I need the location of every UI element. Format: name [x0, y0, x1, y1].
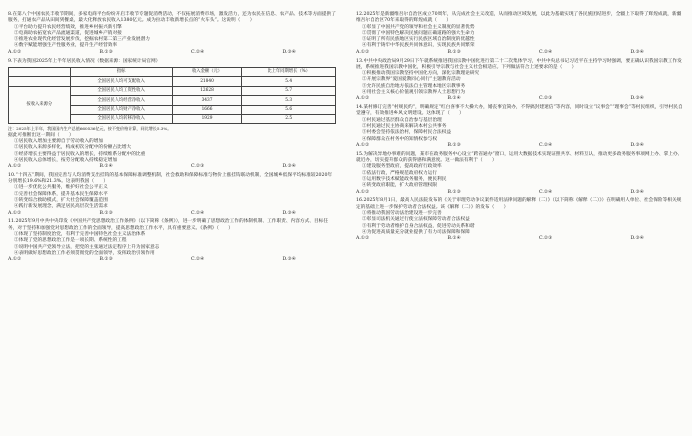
answer-choices [356, 96, 684, 102]
option-1: ①彰显了中国共产党的领导和社会主义制度的显著优势 [362, 24, 475, 30]
choice-b: B.①③ [99, 257, 113, 263]
question-number: 9. [8, 58, 13, 64]
option-1: ①将推动我国劳动法治建设进一步完善 [362, 210, 442, 216]
table-cell: 21840 [172, 77, 242, 86]
choice-a: A.①② [356, 142, 370, 148]
option-1: ①建设服务型政府，提高政府行政效率 [362, 164, 442, 170]
choice-d: D.③④ [282, 49, 296, 55]
option-3: ③推进农业现代化经营发展步伐，挖掘农村第二第三产业发展潜力 [14, 37, 150, 43]
answer-choices [8, 211, 336, 217]
choice-b: B.①③ [447, 189, 461, 195]
option-1: ①进一步优化公共服务，维护好社会公平正义 [14, 185, 108, 191]
table-cell: 全国居民人均转移净收入 [70, 114, 172, 123]
option-2: ②完善社会保障体系，提升基本民生保障水平 [14, 191, 108, 197]
option-2: ②依法行政，严格规范政府权力运行 [362, 170, 438, 176]
option-2: ②居民收入来源多样化，构成初次分配中的份额占比增大 [14, 145, 132, 151]
option-2: ②村民通过民主协商来解决本村公共事务 [362, 124, 447, 130]
question-number: 15. [356, 151, 364, 157]
option-4: ④为促进高质量充分就业提供了有力司法保障和保障 [362, 229, 470, 235]
table-row [9, 77, 336, 86]
option-2: ②彰显司法机关通过行使立法权保障劳动者合法权益 [362, 217, 470, 223]
table-header: 收入金额（元） [172, 67, 242, 76]
option-1: ①体现了坚持制度治党，有利于完善中国特色社会主义法治体系 [14, 232, 146, 238]
option-1: ①平台助力提升农民经营绩效，推进乡村振兴新引擎 [14, 24, 122, 30]
choice-b: B.①③ [447, 142, 461, 148]
option-3: ③允许民族自治地方依法自主管理本地区宗教事务 [362, 83, 466, 89]
answer-choices [356, 143, 684, 149]
choice-b: B.①④ [447, 96, 461, 102]
question-stem: “十四五”期间，我国完善与人均消费支出挂钩的基本保障标准调整机制，社会救助和保障标准与物价上涨挂钩联动机制，全国城乡低保平均标准较2020年分别增长19.6%和21.3%。这表明我国（ ） [8, 172, 333, 185]
choice-d: D.③④ [630, 189, 644, 195]
answer-choices [356, 50, 684, 56]
question-15 [356, 152, 684, 196]
option-4: ④表明做好思想政治工作必须贯彻党的全面领导，发挥政治引领作用 [14, 250, 155, 256]
choice-d: D.③④ [282, 164, 296, 170]
table-cell: 12628 [172, 86, 242, 95]
question-11 [8, 219, 336, 263]
choice-c: C.②③ [190, 164, 205, 170]
choice-b: B.①④ [99, 164, 113, 170]
question-stem: 2025年是新疆维吾尔自治区成立70周年，从完成社会主义改造，从而推动区域发展，以此为基础实现了各民族团结进步，全疆上下取得了辉煌成就，新疆维吾尔自治区70年来取得的辉煌成就（ ） [356, 12, 682, 24]
choice-c: C.②④ [190, 257, 205, 263]
income-table [8, 67, 336, 124]
question-10 [8, 173, 336, 217]
option-3: ③经济增长主要得益于居民收入的增长，持续维系分配中的比重 [14, 151, 146, 157]
question-number: 10. [8, 172, 16, 178]
question-stem: 下表为我国2025年上半年居民收入情况（数据来源：国家统计局官网） [12, 58, 161, 64]
question-stem: 2025年9月中共中央印发《中国共产党思想政治工作条例》（以下简称《条例》），进一步明确了思想政治工作的体制机制、工作职责、内容方式、目标任务，对于坚持和加强党对思想政治工作的全面领导，提高思想政治工作水平，具有重要意义。《条例》（ ） [8, 219, 329, 231]
option-4: ④用社会主义核心价值观引领宗教界人士思想行为 [362, 90, 466, 96]
question-number: 13. [356, 58, 364, 64]
option-2: ②开展宗教界“爱国爱教同心同行”主题教育活动 [362, 77, 461, 83]
table-cell: 5.3 [242, 96, 336, 105]
question-stem: 中共中央政治局9月29日下午就系统推进我国宗教中国化进行第二十二次集体学习，中共中央总书记习近平在主持学习时强调，要正确认识我国宗教工作发展，系统推进我国宗教中国化，积极引导宗教与社会主义社会相适应。下列做法符合上述要求的是（ ） [356, 58, 682, 70]
option-1: ①居民收入增加主要源自于劳动收入的增加 [14, 138, 104, 144]
option-1: ①积极推动我国宗教坚持中国化方向，深化宗教理论研究 [362, 71, 480, 77]
table-cell: 3437 [172, 96, 242, 105]
choice-c: C.②③ [538, 236, 553, 242]
choice-c: C.②④ [190, 49, 205, 55]
table-cell [9, 77, 71, 86]
choice-c: C.②④ [190, 210, 205, 216]
option-3: ③说明中国共产党领导立法，把党的主张通过法定程序上升为国家意志 [14, 244, 160, 250]
table-cell: 全国居民人均经营净收入 [70, 96, 172, 105]
option-2: ②体现了党的思想政治工作是一项长期、系统性的工程 [14, 238, 127, 244]
option-3: ③证明了所有民族地区实行民族区域自治制度的优越性 [362, 37, 475, 43]
option-4: ④保障群众在村务中的知情权参与权 [362, 136, 438, 142]
choice-b: B.①③ [99, 210, 113, 216]
answer-choices [8, 50, 336, 56]
option-4: ④居民收入总体增长，按劳分配收入持续稳定增加 [14, 157, 118, 163]
choice-a: A.①② [8, 49, 22, 55]
table-header: 指标 [70, 67, 172, 76]
choice-c: C.②④ [538, 189, 553, 195]
choice-d: D.③④ [630, 142, 644, 148]
right-column [356, 12, 684, 245]
question-9 [8, 59, 336, 171]
table-cell-group: 按收入来源分 [9, 86, 71, 124]
choice-a: A.①② [356, 189, 370, 195]
option-1: ①村民通过基层群众自治参与基层治理 [362, 117, 442, 123]
question-8 [8, 12, 336, 56]
choice-b: B.①③ [99, 49, 113, 55]
left-column [8, 12, 336, 266]
answer-choices [8, 257, 336, 263]
choice-a: A.①② [356, 96, 370, 102]
choice-d: D.③④ [630, 236, 644, 242]
table-row [9, 86, 336, 95]
question-stem: 某村修订完善“村规民约”，明确规定“红白喜事不大操大办，婚丧事宜简办，不得搞封建迷信”等内容，同时设立“议事会”“理事会”等村民组织，引导村民自觉遵守，有效推进乡风文明建设。这体现了（ ） [356, 105, 683, 117]
option-4: ④转变政府职能，扩大政府管理权限 [362, 183, 438, 189]
option-4: ④数字赋能增强生产性服务业，提升生产经营效率 [14, 43, 118, 49]
table-header: 比上年同期增长（%） [242, 67, 336, 76]
answer-choices [356, 190, 684, 196]
answer-choices [8, 164, 336, 170]
choice-a: A.①② [356, 49, 370, 55]
table-header [9, 67, 71, 76]
choice-a: A.①② [8, 257, 22, 263]
choice-c: C.②③ [538, 96, 553, 102]
table-cell: 5.7 [242, 86, 336, 95]
table-header-row [9, 67, 336, 76]
choice-d: D.③④ [630, 49, 644, 55]
table-cell: 5.4 [242, 77, 336, 86]
option-2: ②电商助农拓宽农产品流通渠道，促进城乡产销对接 [14, 30, 122, 36]
table-cell: 1666 [172, 105, 242, 114]
table-cell: 全国居民人均工资性收入 [70, 86, 172, 95]
question-number: 11. [8, 219, 16, 225]
choice-d: D.③④ [282, 210, 296, 216]
table-cell: 1929 [172, 114, 242, 123]
choice-a: A.①② [8, 164, 22, 170]
question-12 [356, 12, 684, 56]
option-3: ③村委会坚持依法治村，保障村民合法权益 [362, 130, 452, 136]
choice-b: B.①④ [447, 236, 461, 242]
question-16 [356, 198, 684, 242]
question-14 [356, 105, 684, 149]
question-lead: 据此可推断出这一期间（ ） [8, 132, 74, 138]
option-3: ③运用数字技术赋能政务服务，便民利民 [362, 176, 447, 182]
question-number: 12. [356, 12, 364, 17]
choice-b: B.①③ [447, 49, 461, 55]
question-stem: 2025年8月1日，最高人民法院发布的《关于审理劳动争议案件适用法律问题的解释（二）》（以下简称《解释（二）》）在明确用人单位、社会保险等相关规定的基础上进一步保护劳动者合法权益。该《解释（二）》的发布（ ） [356, 198, 682, 210]
choice-c: C.②④ [538, 142, 553, 148]
table-cell: 5.6 [242, 105, 336, 114]
option-2: ②贯彻了中国特色解决民族问题正确道路的强大生命力 [362, 30, 475, 36]
option-4: ④践行新发展理念，满足居民高层次生活需求 [14, 204, 108, 210]
choice-d: D.③④ [282, 257, 296, 263]
table-cell: 2.5 [242, 114, 336, 123]
answer-choices [356, 236, 684, 242]
question-number: 8. [8, 12, 13, 17]
table-cell: 全国居民人均财产净收入 [70, 105, 172, 114]
option-3: ③有利于劳动者维护自身合法权益，促进劳动关系和谐 [362, 223, 475, 229]
table-cell: 全国居民人均可支配收入 [70, 77, 172, 86]
choice-a: A.①② [8, 210, 22, 216]
table-note: 注：2025年上半年，我国国内生产总值660536亿元，按不变价格计算，同比增长5.3%。 [8, 126, 172, 132]
question-number: 16. [356, 198, 364, 204]
choice-c: C.②④ [538, 49, 553, 55]
question-number: 14. [356, 105, 364, 111]
option-3: ③转变综合救助模式，扩大社会保障覆盖范围 [14, 198, 108, 204]
option-4: ④有利于铸牢中华民族共同体意识，实现民族共同繁荣 [362, 43, 475, 49]
question-stem: 在第八个中国农民丰收节期间，多家电商平台纷纷开启丰收节专题促消费活动，不仅拓展消费市场，激发活力，还为农民在信息、农产品、技术等方面提供了服务，打通农产品从田间到餐桌，最大化释放农民收入1380亿元。成为拉动丰收新增长点的“火车头”。这说明（ ） [8, 12, 336, 24]
question-13 [356, 59, 684, 103]
choice-d: D.③④ [630, 96, 644, 102]
choice-a: A.①② [356, 236, 370, 242]
question-stem: 为解决异地办事难的问题，某市在政务服务中心设立“跨省通办”窗口，运用大数据技术实现证照共享、材料互认，推动更多政务服务事项网上办、掌上办、就近办，切实提升群众的获得感和满意度。这一做法有利于（ ） [356, 151, 683, 164]
